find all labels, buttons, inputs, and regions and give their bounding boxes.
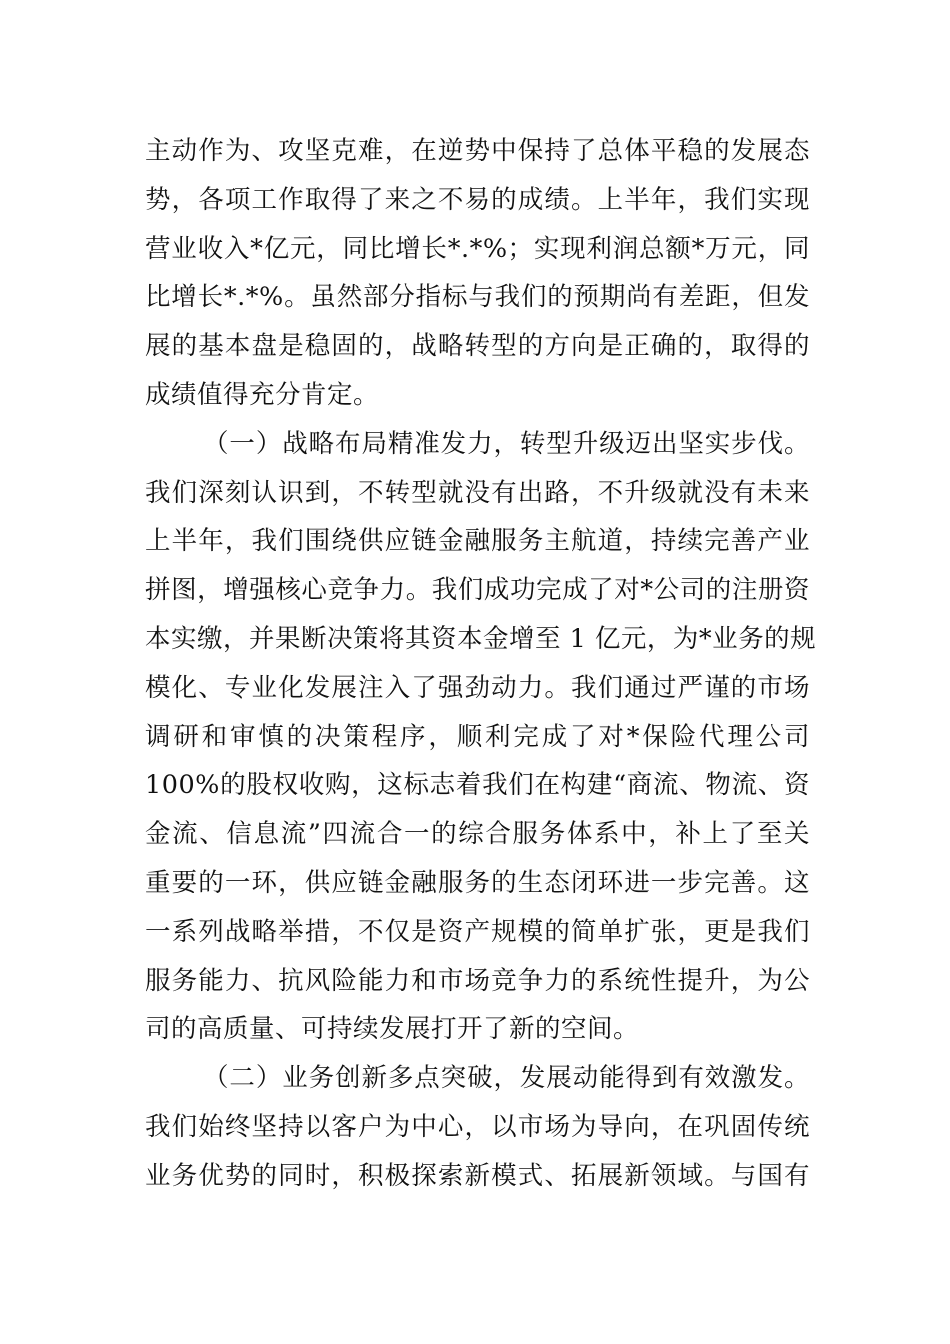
text-line: 我们深刻认识到，不转型就没有出路，不升级就没有未来 <box>145 477 810 508</box>
body-text <box>145 127 817 1201</box>
section-heading-1: （一）战略布局精准发力，转型升级迈出坚实步伐。 <box>203 428 810 459</box>
text-line: 主动作为、攻坚克难，在逆势中保持了总体平稳的发展态 <box>145 136 810 166</box>
text-line: 营业收入*亿元，同比增长*.*%；实现利润总额*万元，同 <box>145 233 810 264</box>
text-line: 重要的一环，供应链金融服务的生态闭环进一步完善。这 <box>145 867 810 898</box>
text-line: 成绩值得充分肯定。 <box>145 379 380 410</box>
text-line: 展的基本盘是稳固的，战略转型的方向是正确的，取得的 <box>145 331 810 362</box>
text-line: 比增长*.*%。虽然部分指标与我们的预期尚有差距，但发 <box>145 282 810 313</box>
text-line: 业务优势的同时，积极探索新模式、拓展新领域。与国有 <box>145 1160 810 1191</box>
text-line: 一系列战略举措，不仅是资产规模的简单扩张，更是我们 <box>145 916 810 947</box>
text-line: 金流、信息流”四流合一的综合服务体系中，补上了至关 <box>145 819 810 850</box>
text-line: 司的高质量、可持续发展打开了新的空间。 <box>145 1014 640 1045</box>
text-line: 拼图，增强核心竞争力。我们成功完成了对*公司的注册资 <box>145 575 810 606</box>
section-heading-2: （二）业务创新多点突破，发展动能得到有效激发。 <box>203 1063 810 1094</box>
text-line: 100%的股权收购，这标志着我们在构建“商流、物流、资 <box>145 770 810 801</box>
text-line: 模化、专业化发展注入了强劲动力。我们通过严谨的市场 <box>145 672 810 703</box>
text-line: 我们始终坚持以客户为中心，以市场为导向，在巩固传统 <box>145 1111 810 1142</box>
text-line: 本实缴，并果断决策将其资本金增至 1 亿元，为*业务的规 <box>145 623 817 654</box>
text-line: 上半年，我们围绕供应链金融服务主航道，持续完善产业 <box>145 526 810 557</box>
text-line: 调研和审慎的决策程序，顺利完成了对*保险代理公司 <box>145 721 810 752</box>
text-line: 势，各项工作取得了来之不易的成绩。上半年，我们实现 <box>145 184 810 215</box>
text-line: 服务能力、抗风险能力和市场竞争力的系统性提升，为公 <box>145 965 810 996</box>
